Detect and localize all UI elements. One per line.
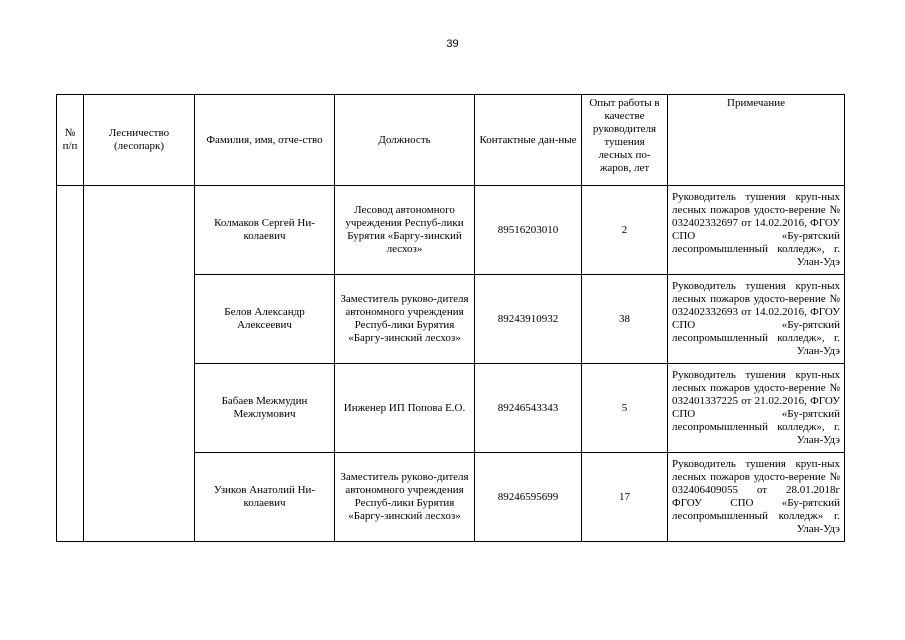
name-cell: Бабаев Межмудин Межлумович bbox=[195, 364, 335, 453]
note-cell: Руководитель тушения круп-ных лесных пожаров удосто-верение № 032401337225 от 21.02.2016, ФГОУ СПО «Бу-рятский лесопромышленный колледж», г. Улан-Удэ bbox=[668, 364, 845, 453]
experience-cell: 38 bbox=[582, 275, 668, 364]
header-forestry: Лесничество (лесопарк) bbox=[84, 95, 195, 186]
contact-cell: 89243910932 bbox=[475, 275, 582, 364]
contact-cell: 89246595699 bbox=[475, 453, 582, 542]
forestry-cell bbox=[84, 186, 195, 542]
page-number: 39 bbox=[446, 38, 459, 50]
table-header-row bbox=[57, 95, 845, 186]
position-cell: Заместитель руково-дителя автономного учреждения Респуб-лики Бурятия «Баргу-зинский лесхоз» bbox=[335, 275, 475, 364]
experience-cell: 17 bbox=[582, 453, 668, 542]
contact-cell: 89246543343 bbox=[475, 364, 582, 453]
num-cell bbox=[57, 186, 84, 542]
header-num: № п/п bbox=[57, 95, 84, 186]
header-name: Фамилия, имя, отче-ство bbox=[195, 95, 335, 186]
header-contact: Контактные дан-ные bbox=[475, 95, 582, 186]
note-cell: Руководитель тушения круп-ных лесных пожаров удосто-верение № 032406409055 от 28.01.2018г ФГОУ СПО «Бу-рятский лесопромышленный колледж» г. Улан-Удэ bbox=[668, 453, 845, 542]
position-cell: Лесовод автономного учреждения Респуб-лики Бурятия «Баргу-зинский лесхоз» bbox=[335, 186, 475, 275]
name-cell: Белов Александр Алексеевич bbox=[195, 275, 335, 364]
experience-cell: 2 bbox=[582, 186, 668, 275]
name-cell: Колмаков Сергей Ни-колаевич bbox=[195, 186, 335, 275]
note-cell: Руководитель тушения круп-ных лесных пожаров удосто-верение № 032402332697 от 14.02.2016, ФГОУ СПО «Бу-рятский лесопромышленный колледж», г. Улан-Удэ bbox=[668, 186, 845, 275]
experience-cell: 5 bbox=[582, 364, 668, 453]
name-cell: Узиков Анатолий Ни-колаевич bbox=[195, 453, 335, 542]
fire-leaders-table bbox=[56, 94, 845, 542]
contact-cell: 89516203010 bbox=[475, 186, 582, 275]
table-row bbox=[57, 186, 845, 275]
position-cell: Инженер ИП Попова Е.О. bbox=[335, 364, 475, 453]
header-experience: Опыт работы в качестве руководителя тушения лесных по-жаров, лет bbox=[582, 95, 668, 186]
header-note: Примечание bbox=[668, 95, 845, 186]
header-position: Должность bbox=[335, 95, 475, 186]
position-cell: Заместитель руково-дителя автономного учреждения Респуб-лики Бурятия «Баргу-зинский лесхоз» bbox=[335, 453, 475, 542]
note-cell: Руководитель тушения круп-ных лесных пожаров удосто-верение № 032402332693 от 14.02.2016, ФГОУ СПО «Бу-рятский лесопромышленный колледж», г. Улан-Удэ bbox=[668, 275, 845, 364]
